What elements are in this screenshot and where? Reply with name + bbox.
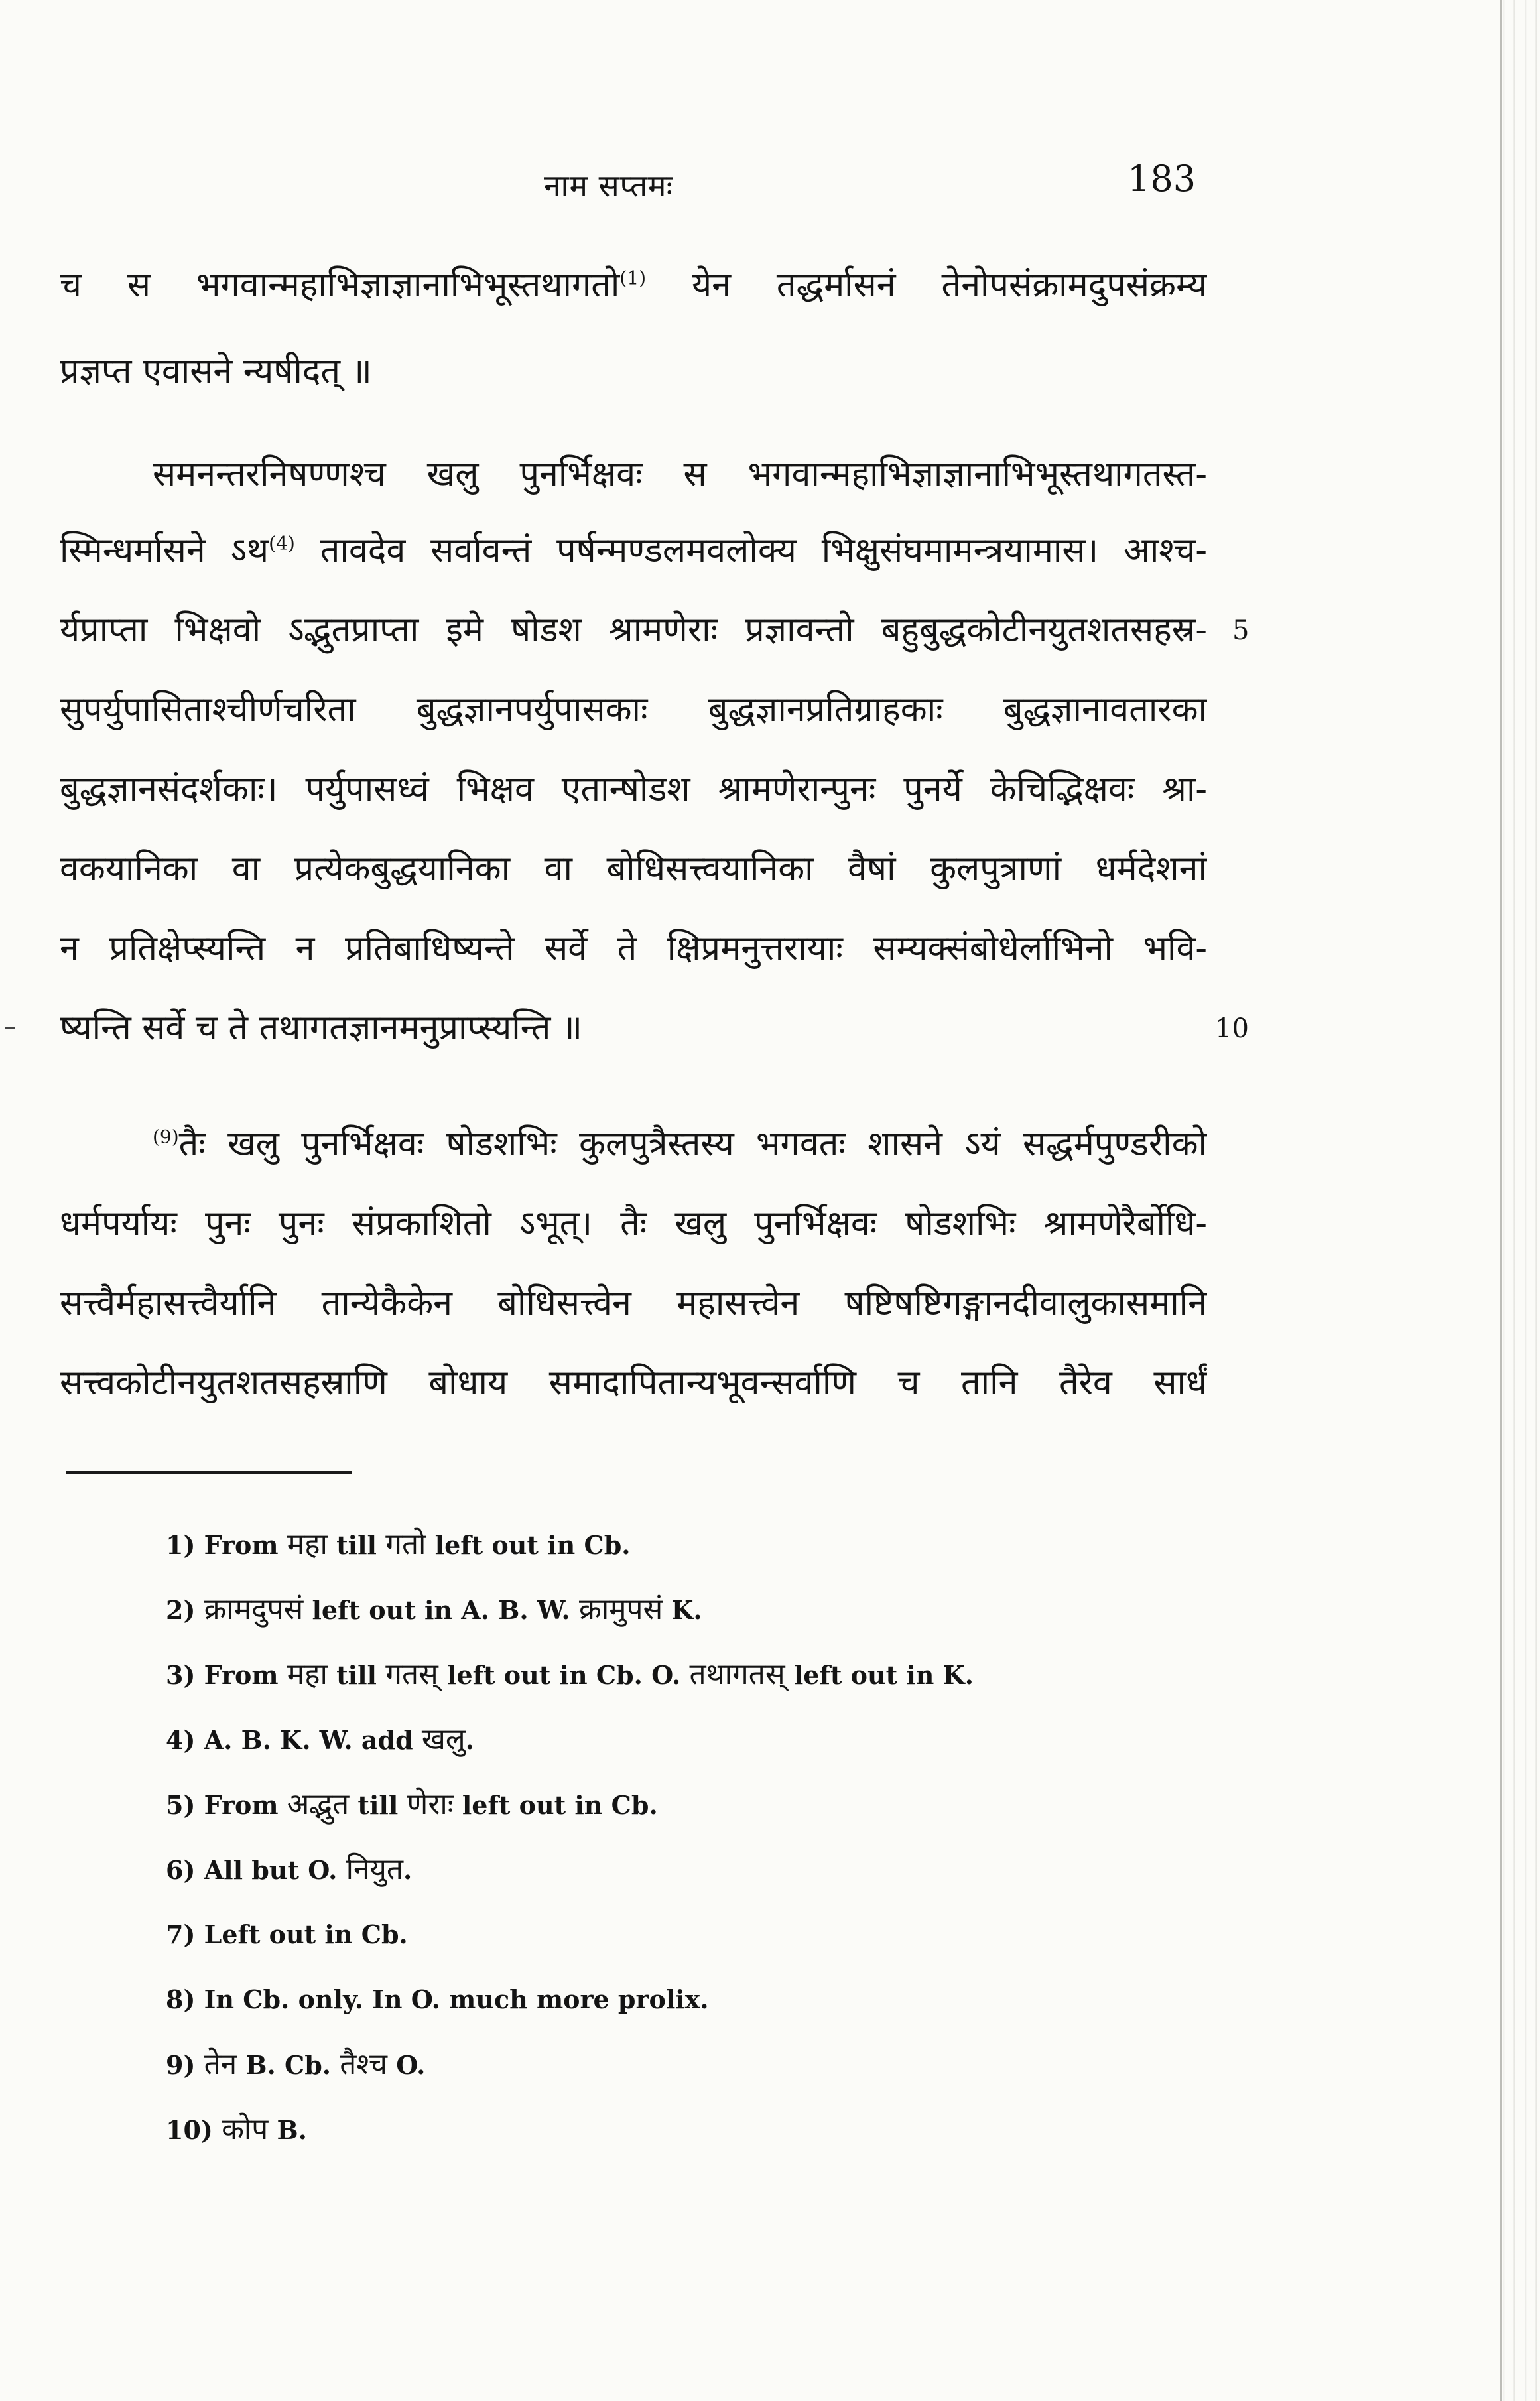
body-line: सुपर्युपासिताश्चीर्णचरिता बुद्धज्ञानपर्युपासकाः बुद्धज्ञानप्रतिग्राहकाः बुद्धज्ञानावतारका (60, 690, 1207, 730)
page-number: 183 (1127, 158, 1196, 200)
body-line: $^{(9)}$तैः खलु पुनर्भिक्षवः षोडशभिः कुलपुत्रैस्तस्य भगवतः शासने ऽयं सद्धर्मपुण्डरीको (153, 1124, 1207, 1164)
body-line: सत्त्वैर्महासत्त्वैर्यानि तान्येकैकेन बोधिसत्त्वेन महासत्त्वेन षष्टिषष्टिगङ्गानदीवालुकासमानि (60, 1283, 1207, 1323)
body-line: धर्मपर्यायः पुनः पुनः संप्रकाशितो ऽभूत्। तैः खलु पुनर्भिक्षवः षोडशभिः श्रामणेरैर्बोधि- (60, 1204, 1207, 1244)
footnote-10: 10) कोप B. (166, 2112, 307, 2146)
margin-tick-mark (5, 1027, 15, 1029)
body-line: ष्यन्ति सर्वे च ते तथागतज्ञानमनुप्राप्स्यन्ति ॥ (60, 1008, 583, 1048)
footnote-1: 1) From महा till गतो left out in Cb. (166, 1527, 631, 1561)
footnote-5: 5) From अद्भुत till णेराः left out in Cb. (166, 1787, 658, 1821)
footnote-7: 7) Left out in Cb. (166, 1919, 408, 1949)
footnotes (166, 1512, 1293, 2162)
footnote-6: 6) All but O. नियुत. (166, 1852, 413, 1886)
scan-edge-line (1500, 0, 1502, 2401)
footnote-8: 8) In Cb. only. In O. much more prolix. (166, 1984, 709, 2014)
body-line: र्यप्राप्ता भिक्षवो ऽद्भुतप्राप्ता इमे षोडश श्रामणेराः प्रज्ञावन्तो बहुबुद्धकोटीनयुतशतसहस्र- (60, 610, 1207, 650)
running-head: नाम सप्तमः (544, 168, 673, 204)
line-number-10: 10 (1215, 1013, 1249, 1044)
line-number-5: 5 (1232, 616, 1250, 646)
body-line: प्रज्ञप्त एवासने न्यषीदत् ॥ (60, 352, 372, 391)
footnote-4: 4) A. B. K. W. add खलु. (166, 1722, 474, 1756)
page-header (0, 158, 1540, 211)
footnote-9: 9) तेन B. Cb. तैश्च O. (166, 2047, 426, 2081)
body-line: बुद्धज्ञानसंदर्शकाः। पर्युपासध्वं भिक्षव एतान्षोडश श्रामणेरान्पुनः पुनर्ये केचिद्भिक्षवः श्रा- (60, 769, 1207, 809)
footnote-3: 3) From महा till गतस् left out in Cb. O. तथागतस् left out in K. (166, 1657, 974, 1691)
body-line: सत्त्वकोटीनयुतशतसहस्राणि बोधाय समादापितान्यभूवन्सर्वाणि च तानि तैरेव सार्धं (60, 1363, 1207, 1403)
body-line: स्मिन्धर्मासने ऽथ$^{(4)}$ तावदेव सर्वावन्तं पर्षन्मण्डलमवलोक्य भिक्षुसंघमामन्त्रयामास। आश्च- (60, 531, 1207, 570)
body-line: न प्रतिक्षेप्स्यन्ति न प्रतिबाधिष्यन्ते सर्वे ते क्षिप्रमनुत्तरायाः सम्यक्संबोधेर्लाभिनो भवि- (60, 929, 1207, 968)
body-line: वकयानिका वा प्रत्येकबुद्धयानिका वा बोधिसत्त्वयानिका वैषां कुलपुत्राणां धर्मदेशनां (60, 849, 1207, 889)
footnote-rule (66, 1471, 352, 1474)
body-line: समनन्तरनिषण्णश्च खलु पुनर्भिक्षवः स भगवान्महाभिज्ञाज्ञानाभिभूस्तथागतस्त- (153, 454, 1207, 494)
body-line: च स भगवान्महाभिज्ञाज्ञानाभिभूस्तथागतो$^{(1)}$ येन तद्धर्मासनं तेनोपसंक्रामदुपसंक्रम्य (60, 265, 1207, 305)
footnote-2: 2) क्रामदुपसं left out in A. B. W. क्रामुपसं K. (166, 1592, 702, 1626)
